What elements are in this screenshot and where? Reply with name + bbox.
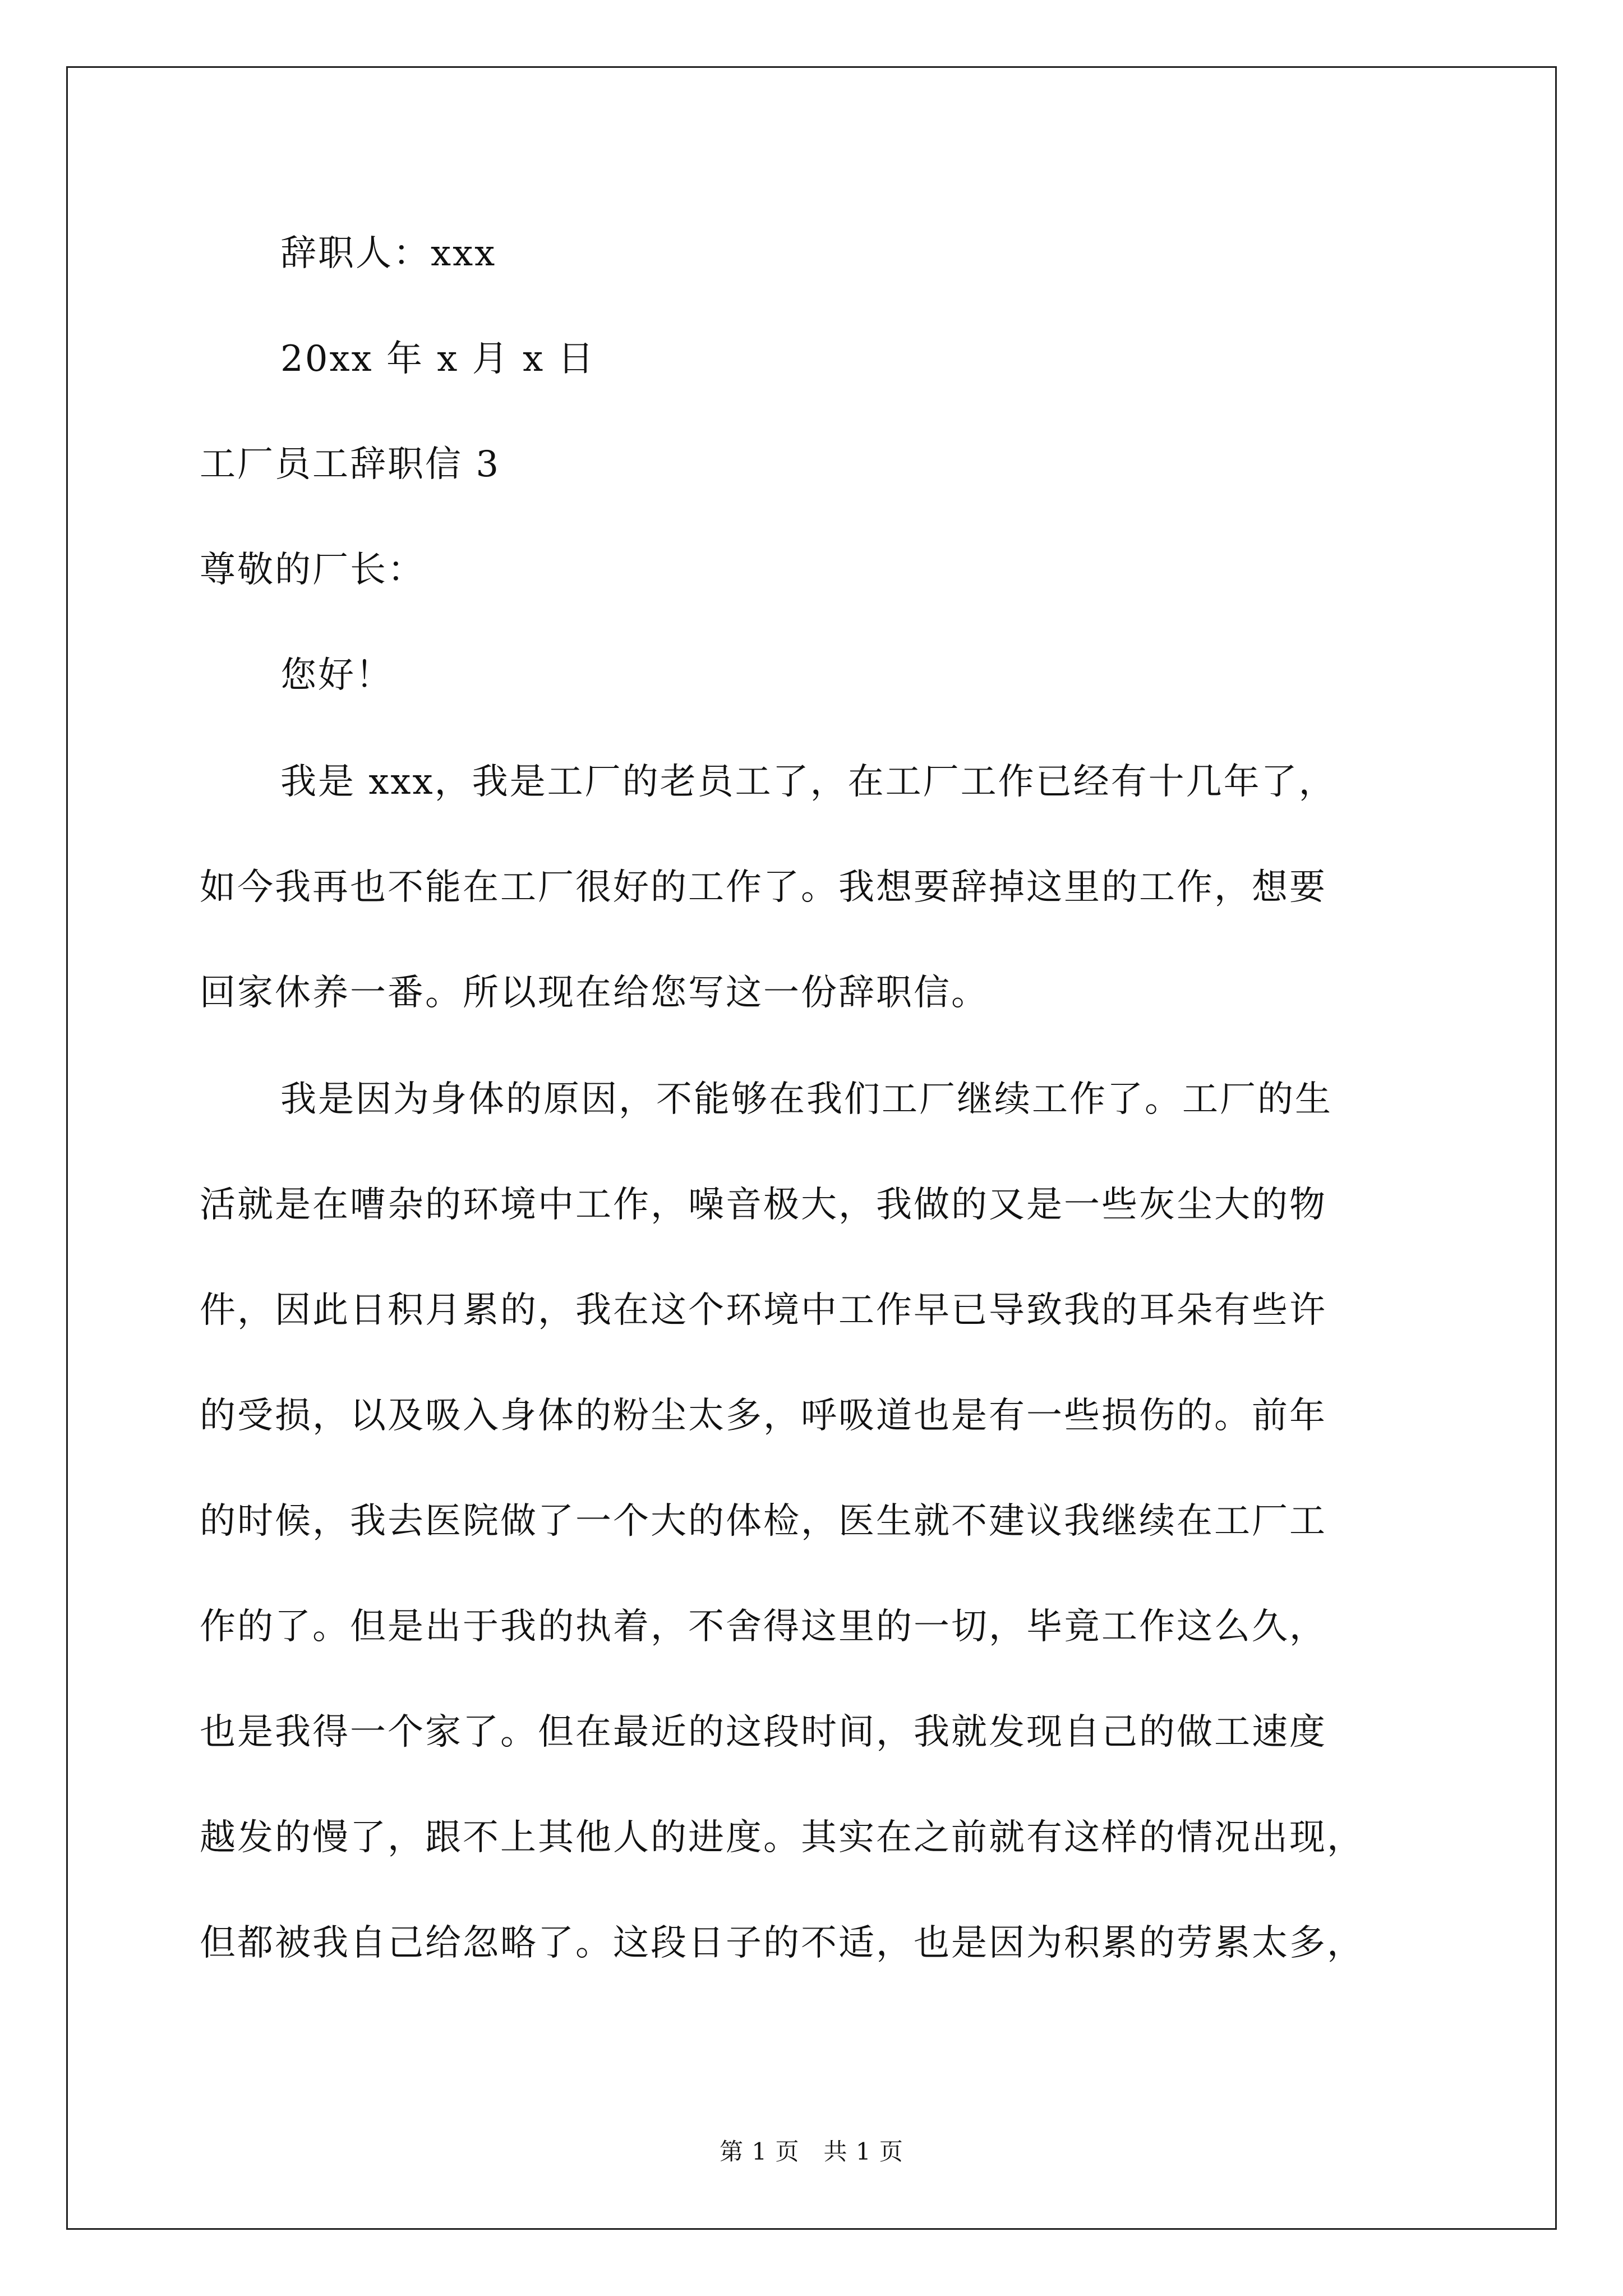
paragraph-2-line: 活就是在嘈杂的环境中工作，噪音极大，我做的又是一些灰尘大的物 xyxy=(200,1184,1327,1226)
paragraph-2-line: 的时候，我去医院做了一个大的体检，医生就不建议我继续在工厂工 xyxy=(200,1501,1327,1542)
page-footer: 第 1 页 共 1 页 xyxy=(720,2138,903,2165)
paragraph-2-line: 也是我得一个家了。但在最近的这段时间，我就发现自己的做工速度 xyxy=(200,1711,1327,1753)
page-border xyxy=(66,66,1557,2230)
salutation: 尊敬的厂长： xyxy=(200,549,425,591)
date-line: 20xx 年 x 月 x 日 xyxy=(280,338,596,380)
paragraph-2-line: 越发的慢了，跟不上其他人的进度。其实在之前就有这样的情况出现， xyxy=(200,1817,1364,1858)
paragraph-1-line: 如今我再也不能在工厂很好的工作了。我想要辞掉这里的工作，想要 xyxy=(200,867,1327,908)
paragraph-1-line: 回家休养一番。所以现在给您写这一份辞职信。 xyxy=(200,972,989,1014)
letter-title: 工厂员工辞职信 3 xyxy=(200,444,501,485)
paragraph-2-line: 作的了。但是出于我的执着，不舍得这里的一切，毕竟工作这么久， xyxy=(200,1606,1327,1648)
greeting: 您好！ xyxy=(280,655,393,696)
paragraph-2-line: 我是因为身体的原因，不能够在我们工厂继续工作了。工厂的生 xyxy=(280,1079,1332,1120)
paragraph-1-line: 我是 xxx，我是工厂的老员工了，在工厂工作已经有十几年了， xyxy=(280,761,1336,803)
paragraph-2-line: 但都被我自己给忽略了。这段日子的不适，也是因为积累的劳累太多， xyxy=(200,1922,1364,1964)
paragraph-2-line: 的受损，以及吸入身体的粉尘太多，呼吸道也是有一些损伤的。前年 xyxy=(200,1395,1327,1437)
paragraph-2-line: 件，因此日积月累的，我在这个环境中工作早已导致我的耳朵有些许 xyxy=(200,1290,1327,1331)
signer-line: 辞职人：xxx xyxy=(280,233,497,274)
